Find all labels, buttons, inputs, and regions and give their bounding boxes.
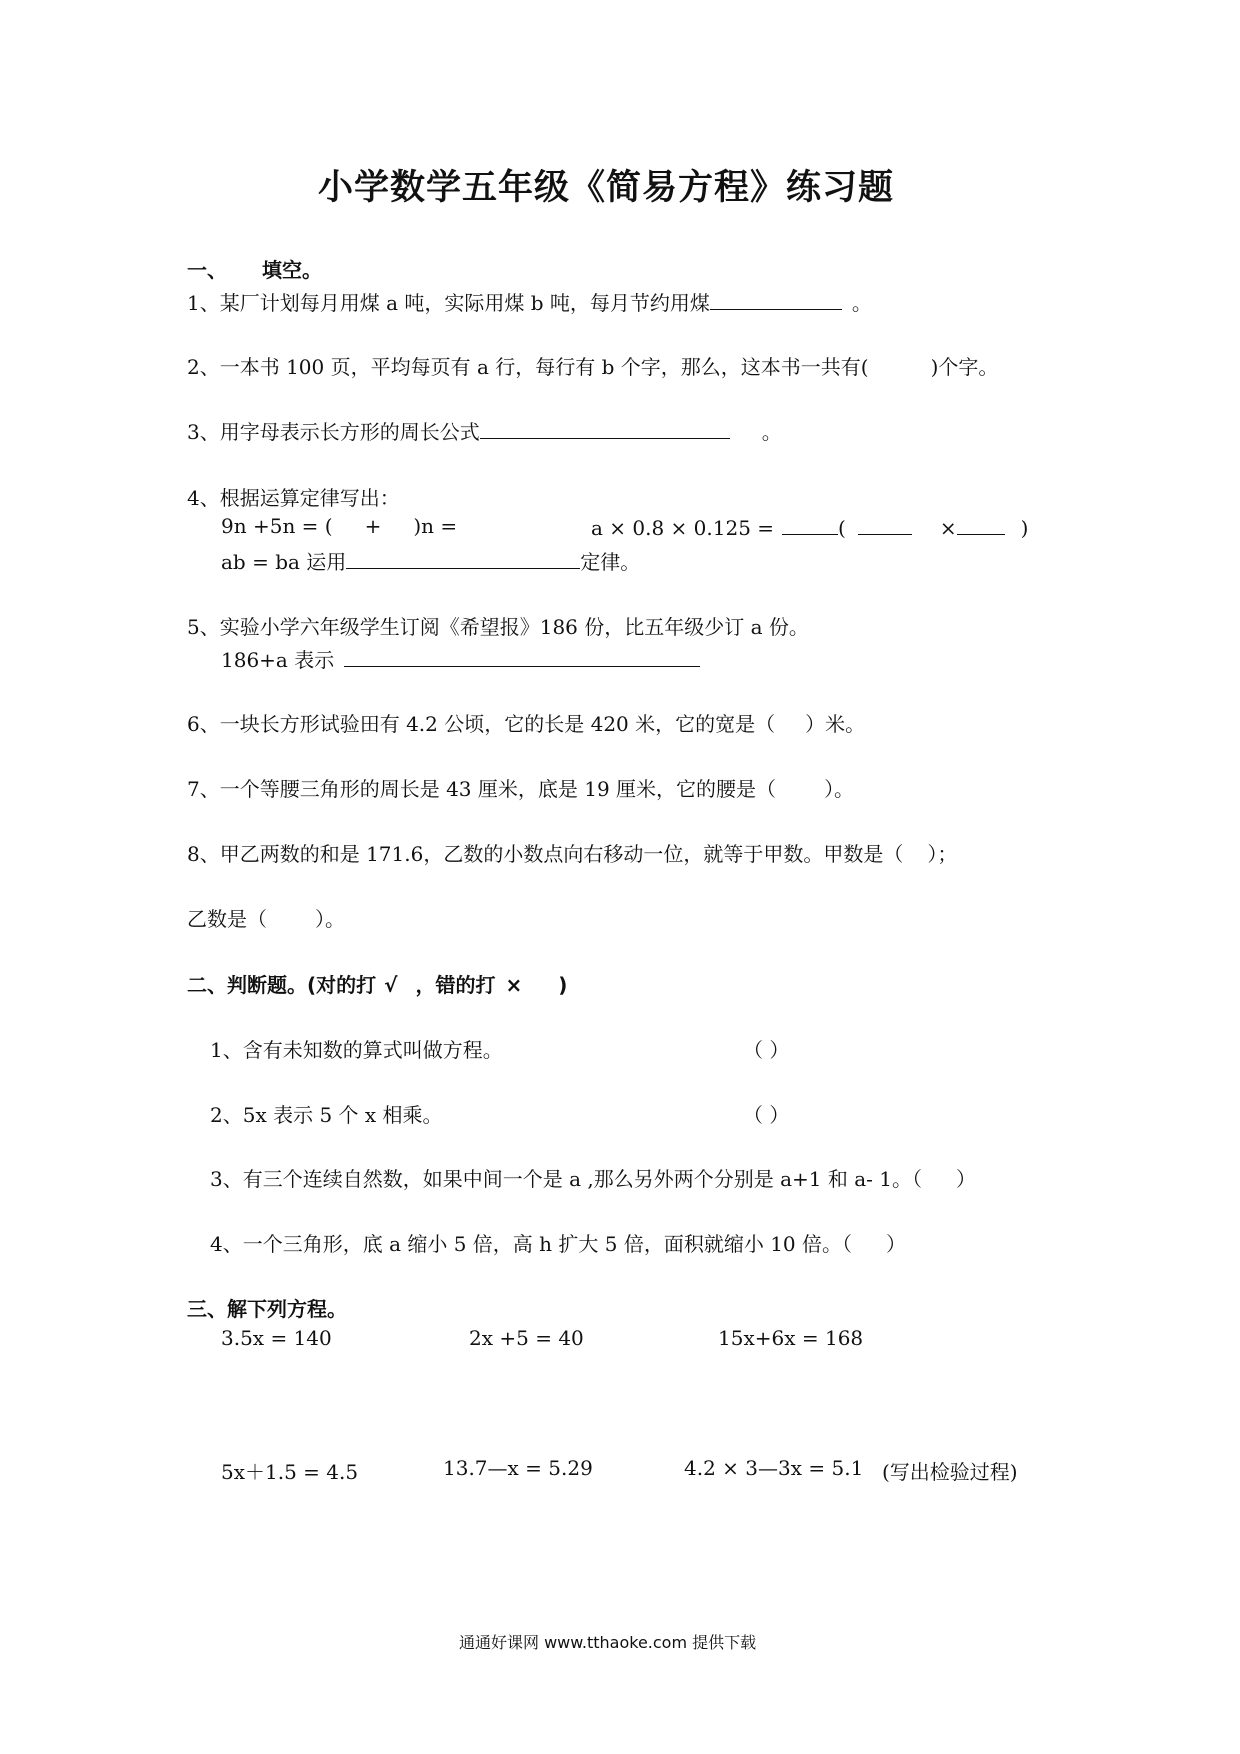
question-7 <box>187 773 854 802</box>
judge-item-text: 2、5x 表示 5 个 x 相乘。 <box>210 1103 443 1127</box>
question-4 <box>187 482 400 511</box>
equation-5: 13.7—x = 5.29 <box>443 1456 593 1480</box>
question-8-text: 8、甲乙两数的和是 171.6，乙数的小数点向右移动一位，就等于甲数。甲数是（ <box>187 842 904 866</box>
question-4-line1a <box>221 514 457 538</box>
judge-item-2 <box>210 1099 443 1128</box>
section2-heading <box>187 969 567 998</box>
judge-paren-3: ） <box>955 1167 976 1191</box>
question-1-text: 1、某厂计划每月用煤 a 吨，实际用煤 b 吨，每月节约用煤 <box>187 291 710 315</box>
judge-item-1 <box>210 1034 503 1063</box>
equation-1: 3.5x = 140 <box>221 1326 332 1350</box>
equation-2: 2x +5 = 40 <box>469 1326 584 1350</box>
expr-part: ) <box>1020 516 1029 540</box>
expr-part: ab = ba 运用 <box>221 550 347 574</box>
judge-item-text: 4、一个三角形，底 a 缩小 5 倍，高 h 扩大 5 倍，面积就缩小 10 倍。（ <box>210 1232 853 1256</box>
section2-heading-text: ) <box>558 973 568 997</box>
question-8-tail: ）； <box>927 842 958 866</box>
question-6-text: 6、一块长方形试验田有 4.2 公顷，它的长是 420 米，它的宽是（ <box>187 712 776 736</box>
judge-paren-1: （ ） <box>743 1038 790 1062</box>
expr-part: ( <box>838 516 846 540</box>
answer-blank <box>710 289 842 310</box>
page-title: 小学数学五年级《简易方程》练习题 <box>318 168 895 208</box>
question-8-line2 <box>187 903 345 932</box>
section1-heading <box>187 254 322 283</box>
question-2-tail: )个字。 <box>930 355 999 379</box>
equation-4: 5x＋1.5 = 4.5 <box>221 1460 359 1484</box>
question-1-tail: 。 <box>851 291 872 315</box>
equation-3: 15x+6x = 168 <box>718 1326 864 1350</box>
section1-number: 一、 <box>187 258 227 282</box>
equation-6-note: (写出检验过程) <box>882 1460 1018 1484</box>
answer-blank <box>346 548 580 569</box>
question-8-line2-tail: ）。 <box>315 907 345 931</box>
question-8-line2-text: 乙数是（ <box>187 907 267 931</box>
judge-item-4 <box>210 1228 906 1257</box>
section3-heading: 三、解下列方程。 <box>187 1297 347 1321</box>
question-5-line2-text: 186+a 表示 <box>221 648 335 672</box>
question-1 <box>187 287 872 316</box>
judge-paren-2: （ ） <box>743 1103 790 1127</box>
expr-part: )n = <box>413 514 458 538</box>
question-5-text: 5、实验小学六年级学生订阅《希望报》186 份，比五年级少订 a 份。 <box>187 615 809 639</box>
question-3-text: 3、用字母表示长方形的周长公式 <box>187 420 480 444</box>
judge-item-text: 1、含有未知数的算式叫做方程。 <box>210 1038 503 1062</box>
answer-blank <box>782 514 838 535</box>
question-5 <box>187 611 809 640</box>
question-4-text: 4、根据运算定律写出： <box>187 486 400 510</box>
section2-heading-text: ，错的打 <box>415 973 496 997</box>
answer-blank <box>344 646 700 667</box>
question-7-tail: ）。 <box>824 777 855 801</box>
section1-title: 填空。 <box>261 258 322 282</box>
expr-plus: + <box>364 514 382 538</box>
judge-paren-4: ） <box>886 1232 907 1256</box>
cross-mark-icon: × <box>505 973 523 997</box>
equation-6: 4.2 × 3—3x = 5.1 <box>684 1456 864 1480</box>
answer-blank <box>858 514 912 535</box>
question-4-line1b <box>591 514 1028 540</box>
question-4-line2 <box>221 546 640 575</box>
judge-item-text: 3、有三个连续自然数，如果中间一个是 a ,那么另外两个分别是 a+1 和 a- 1。（ <box>210 1167 922 1191</box>
judge-item-3 <box>210 1163 976 1192</box>
section2-heading-text: 二、判断题。(对的打 <box>187 973 377 997</box>
footer-text: 通通好课网 www.tthaoke.com 提供下载 <box>459 1633 757 1652</box>
check-mark-icon: √ <box>384 973 398 997</box>
expr-times: × <box>939 516 957 540</box>
answer-blank <box>957 514 1005 535</box>
expr-part: a × 0.8 × 0.125 = <box>591 516 775 540</box>
question-3 <box>187 416 782 445</box>
question-2 <box>187 351 998 380</box>
question-8 <box>187 838 957 867</box>
question-6-tail: ）米。 <box>805 712 866 736</box>
answer-blank <box>480 418 730 439</box>
question-3-tail: 。 <box>761 420 782 444</box>
question-2-text: 2、一本书 100 页，平均每页有 a 行，每行有 b 个字，那么，这本书一共有( <box>187 355 869 379</box>
question-6 <box>187 708 865 737</box>
question-7-text: 7、一个等腰三角形的周长是 43 厘米，底是 19 厘米，它的腰是（ <box>187 777 777 801</box>
expr-part: 定律。 <box>580 550 641 574</box>
question-5-line2 <box>221 644 700 673</box>
expr-part: 9n +5n = ( <box>221 514 333 538</box>
